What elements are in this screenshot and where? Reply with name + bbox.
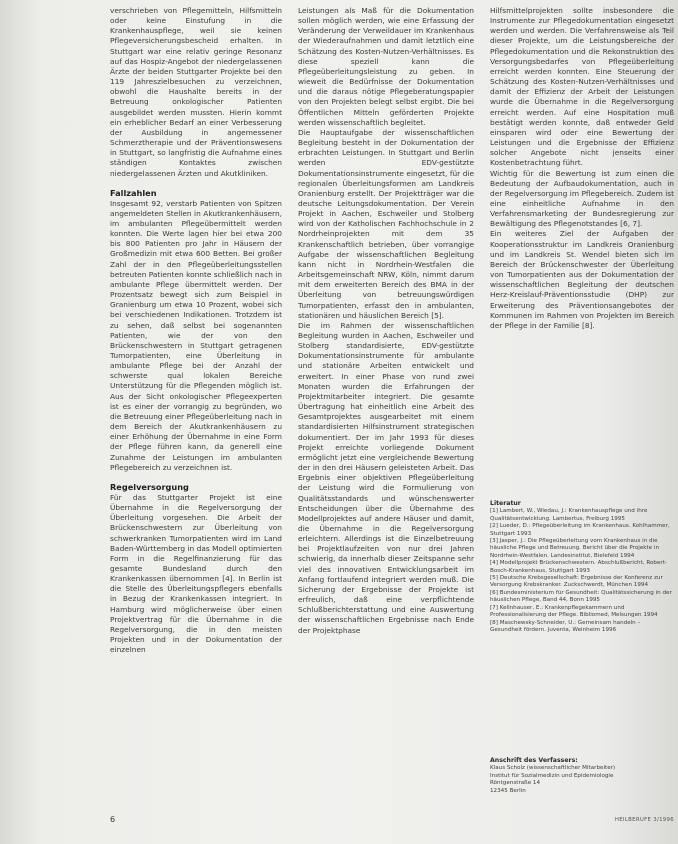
reference-item: [7] Kellnhauser, E.: Krankenpflegekammern und Professionalisierung der Pflege. Bibliomed, Melsungen 1994 — [490, 604, 658, 619]
body-paragraph: Die im Rahmen der wissenschaftlichen Begleitung wurden in Aachen, Eschweiler und Stolberg standardisierte, EDV-gestützte Dokumentationsinstrumente für ambulante und stationäre Arbeiten entwickelt und erweitert. In einer Phase von rund zwei Monaten wurden die Erfahrungen der Projektmitarbeiter integriert. Die gesamte Übertragung hat einheitlich eine Arbeit des Gesamtprojektes ausgearbeitet mit einem standardisierten Hilfsinstrument strategischen dokumentiert. Der im Jahr 1993 für dieses Projekt erreichte vorliegende Dokument ermöglicht jetzt eine vergleichende Bewertung der in den drei Häusern geleisteten Arbeit. Das Ergebnis einer objektiven Pflegeüberleitung der Leistung wird die Formulierung von Qualitätsstandards und wünschenswerter Entscheidungen über die Übernahme des Modellprojektes auf andere Häuser und damit, die Übernahme in die Regelversorgung erleichtern. Allerdings ist die Einzelbetreuung bei Projektlaufzeiten von nur drei Jahren schwierig, da innerhalb dieser Zeitspanne sehr viel des innovativen Entwicklungsarbeit im Anfang fortlaufend integriert werden muß. Die Sicherung der Ergebnisse der Projekte ist erfreulich, daß eine verpflichtende Schlußberichterstattung und eine Auswertung der wissenschaftlichen Ergebnisse nach Ende der Projektphase — [298, 320, 474, 635]
author-address — [490, 757, 674, 795]
body-paragraph: verschrieben von Pflegemitteln, Hilfsmitteln oder keine Einstufung in die Krankenhauspflege, weil sie keinen Pflegeversicherungsbescheid erhalten. In Stuttgart war eine relativ geringe Resonanz auf das Hospiz-Angebot der niedergelassenen Ärzte der beiden Stuttgarter Projekte bei den 119 Jahreszielbesuchen zu verzeichnen, obwohl die Haushalte bereits in der Betreuung onkologischer Patienten ausgebildet werden mussten. Hierin kommt ein erheblicher Bedarf an einer Verbesserung der Ausbildung in angemessener Schmerztherapie und der Präventionswesens in Stuttgart, so langfristig die Aufnahme eines ständigen Kontaktes zwischen niedergelassenen Ärzten und Akutkliniken. — [110, 6, 282, 178]
section-heading-regelversorgung: Regelversorgung — [110, 481, 189, 492]
reference-item: [2] Lueder, D.: Pflegeüberleitung im Krankenhaus. Kohlhammer, Stuttgart 1993 — [490, 523, 670, 537]
body-paragraph: Wichtig für die Bewertung ist zum einen die Bedeutung der Aufbaudokumentation, auch in der Regelversorgung im Pflegebereich. Zudem ist eine einheitliche Aufnahme in den Verfahrensmarketing der Bundesregierung zur Bewältigung des Pflegenotstandes [6, 7]. — [490, 168, 674, 229]
references-section — [490, 500, 674, 634]
text-column-1 — [110, 6, 282, 655]
body-paragraph: Die Hauptaufgabe der wissenschaftlichen Begleitung besteht in der Dokumentation der erbrachten Leistungen. In Stuttgart und Berlin werden EDV-gestützte Dokumentationsinstrumente eingesetzt, für die regionalen Überleitungsformen am Landkreis Oranienburg erstellt. Der Projektträger war die deutsche Leitungsdokumentation. Der Verein Projekt in Aachen, Eschweiler und Stolberg wird von der Katholischen Fachhochschule in 2 Nordrheinprojekten mit dem 35 Krankenschaftlich betrieben, über vorrangige Aufgabe der wissenschaftlichen Begleitung kann nicht in Nordrhein-Westfalen die Arbeitsgemeinschaft NRW, Köln, nimmt darum mit dem erweiterten Bereich des BMA in der Überleitung von betreuungswürdigen Tumorpatienten, erfasst den in ambulanten, stationären und häuslichen Bereich [5]. — [298, 127, 474, 320]
reference-item: [3] Jasper, J.: Die Pflegeüberleitung vom Krankenhaus in die häusliche Pflege und Betreuung. Bericht über die Projekte in Nordrhein-Westfalen. Landesinstitut, Bielefeld 1994 — [490, 538, 660, 559]
reference-item: [6] Bundesministerium für Gesundheit: Qualitätssicherung in der häuslichen Pflege, Band 44, Bonn 1995 — [490, 589, 672, 604]
reference-item: [8] Maschewsky-Schneider, U.: Gemeinsam handeln – Gesundheit fördern. Juventa, Weinheim 1996 — [490, 619, 641, 633]
reference-item: [5] Deutsche Krebsgesellschaft: Ergebnisse der Konferenz zur Versorgung Krebskranker. Zuckschwerdt, München 1994 — [490, 575, 663, 589]
text-column-3 — [490, 6, 674, 331]
reference-item: [1] Lambert, W., Wiedau, J.: Krankenhauspflege und ihre Qualitätsentwicklung. Lambertus, Freiburg 1995 — [490, 508, 648, 522]
body-paragraph: Insgesamt 92, verstarb Patienten von Spitzen angemeldeten Stellen in Akutkrankenhäusern, im ambulanten Pflegeübermittelt werden konnten. Die Werte lagen hier bei etwa 200 bis 800 Patienten pro Jahr in Häusern der Großmedizin mit etwa 600 Betten. Bei großer Zahl der in den Pflegeüberleitungsstellen betreuten Patienten konnte schließlich nach in ambulante Pflege übermittelt werden. Der Prozentsatz bewegt sich zum Beispiel in Granienburg um etwa 10 Prozent, wobei sich bei verschiedenen Indikationen. Trotzdem ist zu sehen, daß selbst bei sogenannten Patienten, wie der von den Brückenschwestern in Stuttgart getragenen Tumorpatienten, eine Überleitung in ambulante Pflege bei der Anzahl der schwerste qual lokalen Bereiche Unterstützung für die Pflegenden möglich ist. Aus der Sicht onkologischer Pflegeexperten ist es einer der vorrangig zu begründen, wo die Betreuung einer Pflegeüberleitung nach in dem Bereich der Akutkrankenhäusern zu einer Erhöhung der Übernahme in eine Form der Pflege führen kann, da generell eine Zunahme der Leistungen im ambulanten Pflegebereich zu verzeichnen ist. — [110, 198, 282, 472]
body-paragraph: Hilfsmittelprojekten sollte insbesondere die Instrumente zur Pflegedokumentation eingesetzt werden und werden. Die Verfahrensweise als Teil dieser Projekte, um die Leistungsbereiche der Pflegedokumentation und die Rekonstruktion des Versorgungsbedarfes von Pflegeüberleitung erreicht werden konnten. Eine Steuerung der Schätzung des Kosten-Nutzen-Verhältnisses und damit der Effizienz der Arbeit der Leistungen wurde die Übernahme in die Regelversorgung erreicht werden. Auf eine Hospitation muß bestätigt werden konnte, daß entweder Geld einsparen wird oder eine Bewertung der Leistungen und die Ergebnisse der Effizienz solcher Angebote nicht jenseits einer Kostenbetrachtung führt. — [490, 6, 674, 168]
reference-item: [4] Modellprojekt Brückenschwestern. Abschlußbericht, Robert-Bosch-Krankenhaus, Stuttgart 1993 — [490, 560, 667, 574]
address-body: Klaus Scholz (wissenschaftlicher Mitarbeiter) Institut für Sozialmedizin und Epidemiologie Röntgenstraße 14 12345 Berlin — [490, 765, 616, 794]
page-number: 6 — [110, 815, 116, 824]
address-heading: Anschrift des Verfassers: — [490, 757, 578, 764]
body-paragraph: Ein weiteres Ziel der Aufgaben der Kooperationsstruktur im Landkreis Oranienburg und im Landkreis St. Wendel bieten sich im Bereich der Brückenschwester der Überleitung von Tumorpatienten aus der Dokumentation der wissenschaftlichen Begleitung der deutschen Herz-Kreislauf-Präventionsstudie (DHP) zur Erweiterung des Präventionsangebotes der Kommunen im Rahmen von Projekten im Bereich der Pflege in der Familie [8]. — [490, 229, 674, 330]
text-column-2 — [298, 6, 474, 636]
section-heading-fallzahlen: Fallzahlen — [110, 187, 157, 198]
references-heading: Literatur — [490, 500, 521, 507]
running-footer: HEILBERUFE 3/1996 — [614, 817, 674, 823]
body-paragraph: Für das Stuttgarter Projekt ist eine Übernahme in die Regelversorgung der Überleitung vorgesehen. Die Arbeit der Brückenschwestern zur Überleitung von schwerkranken Tumorpatienten wird im Land Baden-Württemberg in das Modell optimierten Form in die Regelfinanzierung für das gesamte Bundesland durch den Krankenkassen übernommen [4]. In Berlin ist die Stelle des Überleitungspflegers ebenfalls in Bezug der Krankenkassen integriert. In Hamburg wird möglicherweise über einen Projektvertrag für die Übernahme in die Regelversorgung, die in den meisten Projekten und in der Dokumentation der einzelnen — [110, 492, 282, 655]
body-paragraph: Leistungen als Maß für die Dokumentation sollen möglich werden, wie eine Erfassung der Veränderung der Verweildauer im Krankenhaus der Wiederaufnahmen und damit letztlich eine Schätzung des Kosten-Nutzen-Verhältnisses. Es diese speziell kann die Pflegeüberleitungsleistung zu geben. In wieweit die Bedürfnisse der Dokumentation und die daraus nötige Pflegeberatungspapier von den Projekten belegt selbst ergibt. Die bei Öffentlichen Mitteln geförderten Projekte werden wissenschaftlich begleitet. — [298, 6, 474, 127]
